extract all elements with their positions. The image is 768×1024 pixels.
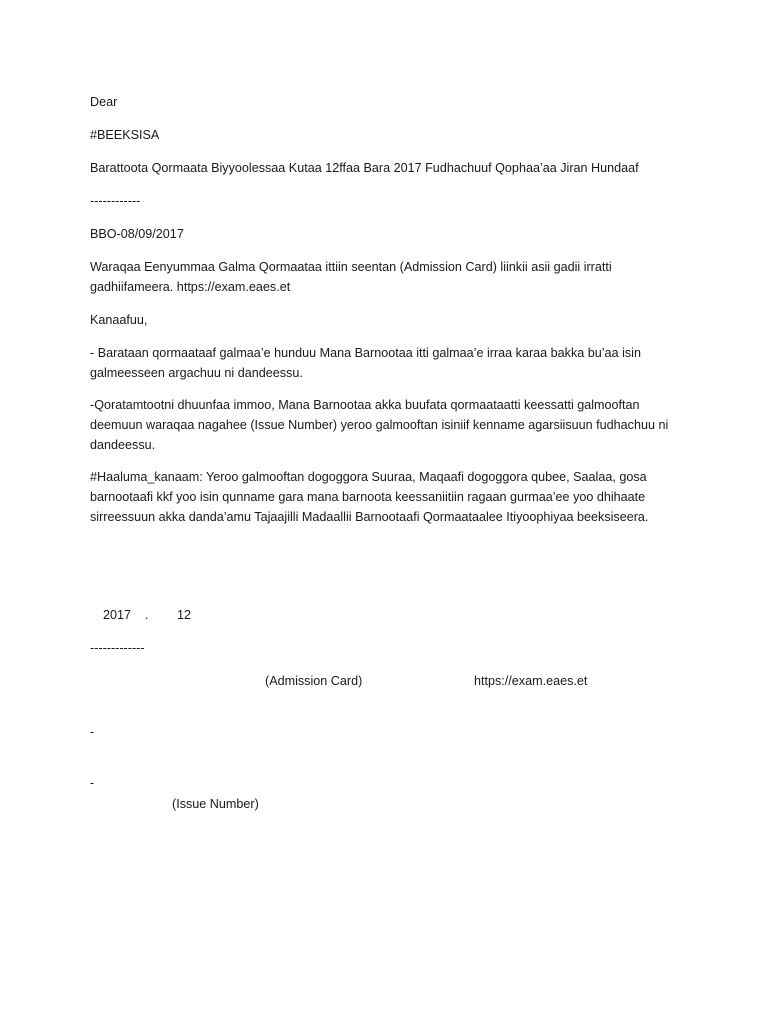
bullet-dash-1: -: [90, 725, 95, 739]
issue-number-text: (Issue Number): [172, 797, 259, 811]
grade-text: 12: [177, 608, 192, 622]
divider-2: -------------: [90, 641, 145, 655]
exam-link: https://exam.eaes.et: [474, 674, 588, 688]
greeting: Dear: [90, 95, 118, 109]
year-text: 2017: [103, 608, 132, 622]
admission-card-text: (Admission Card): [265, 674, 363, 688]
bullet-paragraph-1: - Barataan qormaataaf galmaa’e hunduu Mana Barnootaa itti galmaa’e irraa karaa bakka bu’aa isin galmeesseen argachuu ni dandeessu.: [90, 346, 645, 380]
note-paragraph: #Haaluma_kanaam: Yeroo galmooftan dogoggora Suuraa, Maqaafi dogoggora qubee, Saalaa, gosa barnootaafi kkf yoo isin qunname gara mana barnoota keessaniitiin ragaan gurmaa’ee yoo dhihaate sirreessuun akka danda’amu Tajaajilli Madaallii Barnootaafi Qormaataalee Itiyoophiyaa beeksiseera.: [90, 470, 651, 524]
hashtag: #BEEKSISA: [90, 128, 160, 142]
bullet-dash-2: -: [90, 776, 95, 790]
divider: ------------: [90, 194, 141, 208]
kanaafuu-label: Kanaafuu,: [90, 313, 148, 327]
subject-line: Barattoota Qormaata Biyyoolessaa Kutaa 12ffaa Bara 2017 Fudhachuuf Qophaa’aa Jiran Hundaaf: [90, 161, 639, 175]
paragraph-admission-link: Waraqaa Eenyummaa Galma Qormaataa ittiin seentan (Admission Card) liinkii asii gadii irratti gadhiifameera. https://exam.eaes.et: [90, 260, 616, 294]
bullet-paragraph-2: -Qoratamtootni dhuunfaa immoo, Mana Barnootaa akka buufata qormaataatti keessatti galmooftan deemuun waraqaa nagahee (Issue Number) yeroo galmooftan isiniif kenname agarsiisuun fudhachuu ni dandeessu.: [90, 398, 672, 452]
reference-number: BBO-08/09/2017: [90, 227, 184, 241]
dot-text: .: [145, 608, 149, 622]
